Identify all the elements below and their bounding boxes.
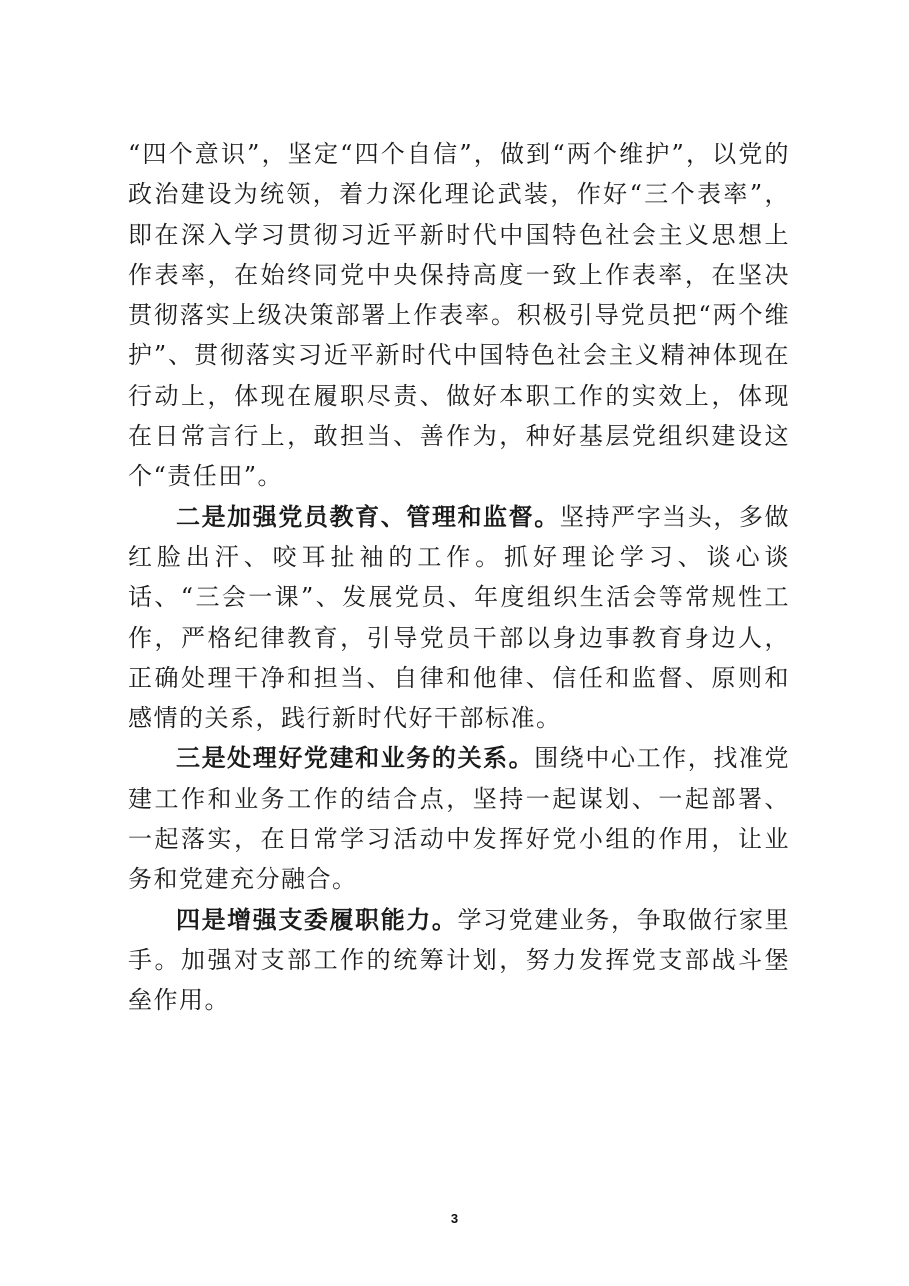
paragraph-committee-capability (128, 900, 790, 1021)
paragraph-text: “四个意识”，坚定“四个自信”，做到“两个维护”，以党的政治建设为统领，着力深化理论武装，作好“三个表率”，即在深入学习贯彻习近平新时代中国特色社会主义思想上作表率，在始终同党中央保持高度一致上作表率，在坚决贯彻落实上级决策部署上作表率。积极引导党员把“两个维护”、贯彻落实习近平新时代中国特色社会主义精神体现在行动上，体现在履职尽责、做好本职工作的实效上，体现在日常言行上，敢担当、善作为，种好基层党组织建设这个“责任田”。 (128, 140, 790, 491)
paragraph-text: 学习党建业务，争取做行家里手。加强对支部工作的统筹计划，努力发挥党支部战斗堡垒作用。 (128, 905, 791, 1015)
paragraph-party-member-education (128, 497, 790, 739)
paragraph-text: 坚持严字当头，多做红脸出汗、咬耳扯袖的工作。抓好理论学习、谈心谈话、“三会一课”、发展党员、年度组织生活会等常规性工作，严格纪律教育，引导党员干部以身边事教育身边人，正确处理干净和担当、自律和他律、信任和监督、原则和感情的关系，践行新时代好干部标准。 (128, 502, 791, 733)
paragraph-heading: 二是加强党员教育、管理和监督。 (176, 501, 560, 531)
paragraph-party-and-business (128, 738, 790, 899)
paragraph-text: 围绕中心工作，找准党建工作和业务工作的结合点，坚持一起谋划、一起部署、一起落实，在日常学习活动中发挥好党小组的作用，让业务和党建充分融合。 (128, 744, 791, 894)
paragraph-heading: 三是处理好党建和业务的关系。 (176, 743, 535, 773)
paragraph-continued (128, 134, 790, 497)
paragraph-heading: 四是增强支委履职能力。 (176, 904, 458, 934)
page-number: 3 (450, 1211, 459, 1226)
document-body (128, 134, 790, 1021)
